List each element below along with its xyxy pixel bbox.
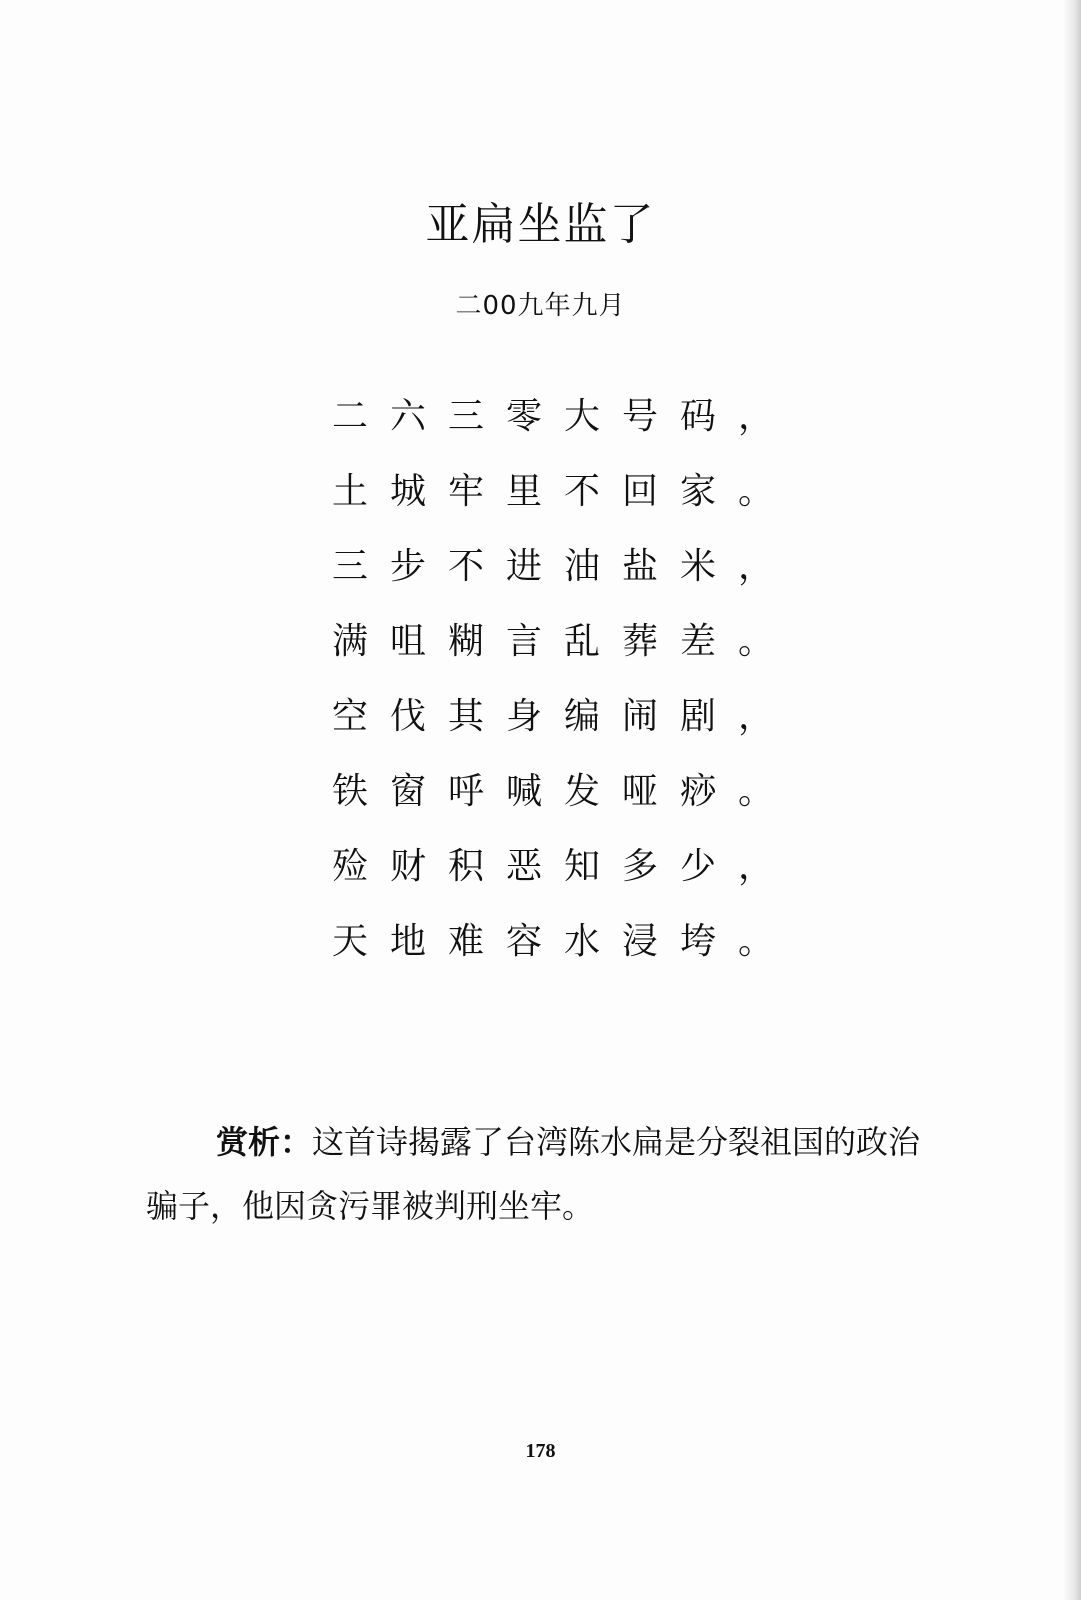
- poem-line: 空伐其身编闹剧，: [332, 696, 797, 737]
- poem-line: 殓财积恶知多少，: [332, 846, 797, 887]
- analysis-label: 赏析：: [216, 1123, 313, 1161]
- poem-line: 二六三零大号码，: [332, 396, 797, 437]
- page-number: 178: [525, 1440, 556, 1462]
- analysis-text: 这首诗揭露了台湾陈水扁是分裂祖国的政治骗子，他因贪污罪被判刑坐牢。: [146, 1123, 921, 1225]
- poem-line: 铁窗呼喊发哑痧。: [332, 771, 797, 812]
- analysis-paragraph: [146, 1110, 946, 1238]
- poem-line: 满咀糊言乱葬差。: [332, 621, 797, 662]
- poem-line: 土城牢里不回家。: [332, 471, 797, 512]
- poem-date: 二00九年九月: [455, 291, 626, 321]
- poem-line: 天地难容水浸垮。: [332, 921, 797, 962]
- poem-body: [332, 393, 797, 993]
- poem-line: 三步不进油盐米，: [332, 546, 797, 587]
- poem-title: 亚扁坐监了: [425, 199, 656, 250]
